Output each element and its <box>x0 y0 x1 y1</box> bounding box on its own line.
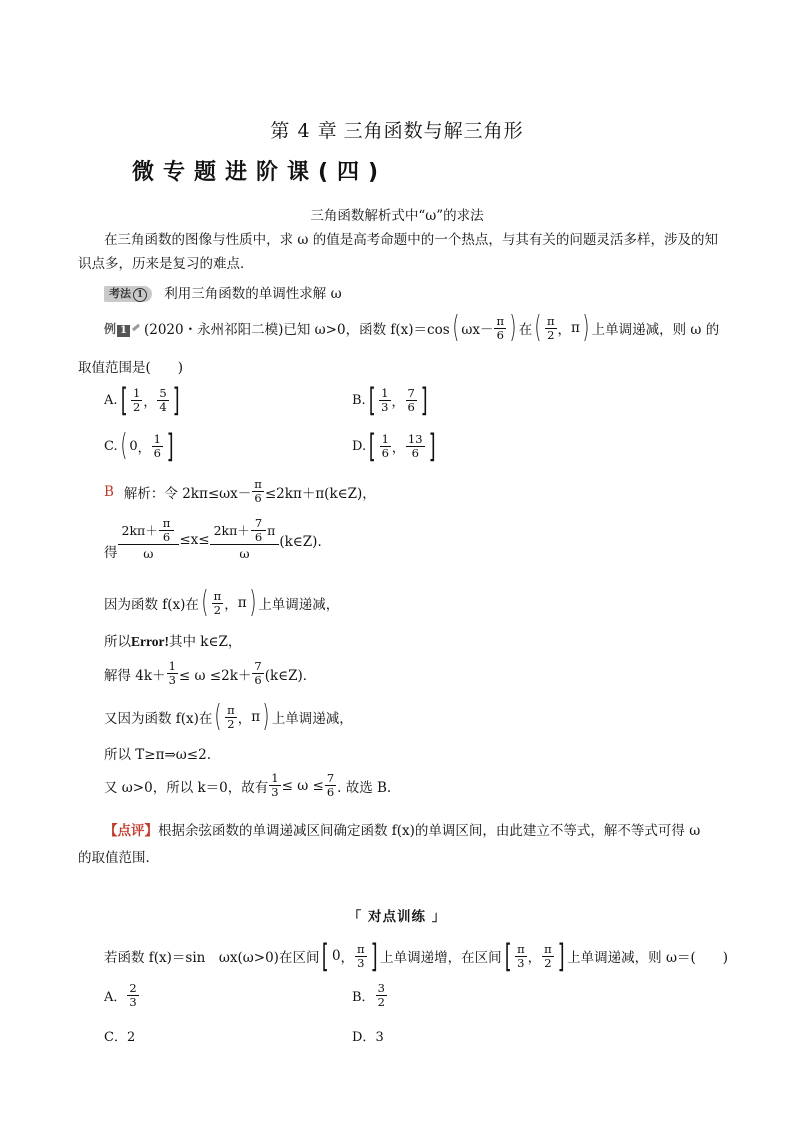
comment-paragraph: 【点评】根据余弦函数的单调递减区间确定函数 f(x)的单调区间，由此建立不等式，解不等式可得 ω 的取值范围． <box>78 823 701 866</box>
solution-line-3: 因为函数 f(x)在 ( $\frac{\pi}{2}$ ， π ) 上单调递减， <box>104 585 340 620</box>
example-line-1: 例 1 (2020・永州祁阳二模)已知 ω>0，函数 f(x)＝cos ( ωx－ $\frac{\pi}{6}$ ) 在 ( $\frac{\pi}{2}$ ， π ) 上单调递减，则 ω 的 <box>104 310 720 345</box>
intro-paragraph: 在三角函数的图像与性质中，求 ω 的值是高考命题中的一个热点，与其有关的问题灵活多样，涉及的知识点多，历来是复习的难点． <box>78 232 718 272</box>
example-badge: 例 1 <box>104 320 130 337</box>
solution-line-2: 得 2kπ＋ $\frac{\pi}{6}$ ω ≤x≤ 2kπ＋ $\frac{7}{6}$ π ω (k∈Z)． <box>104 516 331 561</box>
section-subtitle: 三角函数解析式中“ω”的求法 <box>310 208 484 224</box>
option-b[interactable]: B. [ $\frac{1}{3}$ ， $\frac{7}{6}$ ] <box>352 381 428 419</box>
training-option-c[interactable]: C．2 <box>104 1030 136 1045</box>
option-a[interactable]: A. [ $\frac{1}{2}$ ， $\frac{5}{4}$ ] <box>104 381 180 419</box>
solution-line-6: 又因为函数 f(x)在 ( $\frac{\pi}{2}$ ， π ) 上单调递减， <box>104 699 353 734</box>
comment-label: 【点评】 <box>104 823 158 839</box>
chapter-heading <box>0 116 794 143</box>
training-option-d[interactable]: D．3 <box>352 1030 384 1045</box>
answer-mark: B <box>104 483 114 500</box>
page-title: 微专题进阶课(四) <box>132 160 388 185</box>
training-option-a[interactable]: A． $\frac{2}{3}$ <box>104 981 137 1009</box>
method-heading <box>104 282 342 302</box>
chapter-number: 第 4 章 <box>270 120 338 142</box>
solution-line-7: 所以 T≥π⇒ω≤2. <box>104 747 211 763</box>
solution-line-4: 所以Error!其中 k∈Z， <box>104 634 242 650</box>
solution-line-1: B 解析：令 2kπ≤ωx－ $\frac{\pi}{6}$ ≤2kπ＋π(k∈Z)， <box>104 477 376 505</box>
option-d[interactable]: D. [ $\frac{1}{6}$ ， $\frac{13}{6}$ ] <box>352 427 436 465</box>
option-c[interactable]: C. ( 0 ， $\frac{1}{6}$ ] <box>104 427 174 465</box>
solution-line-8: 又 ω>0，所以 k＝0，故有 $\frac{1}{3}$ ≤ ω ≤ $\frac{7}{6}$ . 故选 B. <box>104 771 392 799</box>
example-line-2: 取值范围是( ) <box>78 360 184 376</box>
solution-line-5: 解得 4k＋ $\frac{1}{3}$ ≤ ω ≤2k＋ $\frac{7}{6}$ (k∈Z)． <box>104 659 317 687</box>
training-option-b[interactable]: B． $\frac{3}{2}$ <box>352 981 385 1009</box>
chapter-title: 三角函数与解三角形 <box>343 120 524 142</box>
training-title: 「 对点训练 」 <box>347 909 447 925</box>
method-text: 利用三角函数的单调性求解 ω <box>164 286 342 302</box>
training-question: 若函数 f(x)＝sin ωx(ω>0)在区间 [ 0 ， $\frac{\pi}{3}$ ] 上单调递增，在区间 [ $\frac{\pi}{3}$ ， $\frac{\pi}{2}$ ] 上单调递减，则 ω＝( ) <box>104 937 729 975</box>
method-badge: 考法 1 <box>104 286 152 302</box>
pencil-icon <box>132 323 140 330</box>
